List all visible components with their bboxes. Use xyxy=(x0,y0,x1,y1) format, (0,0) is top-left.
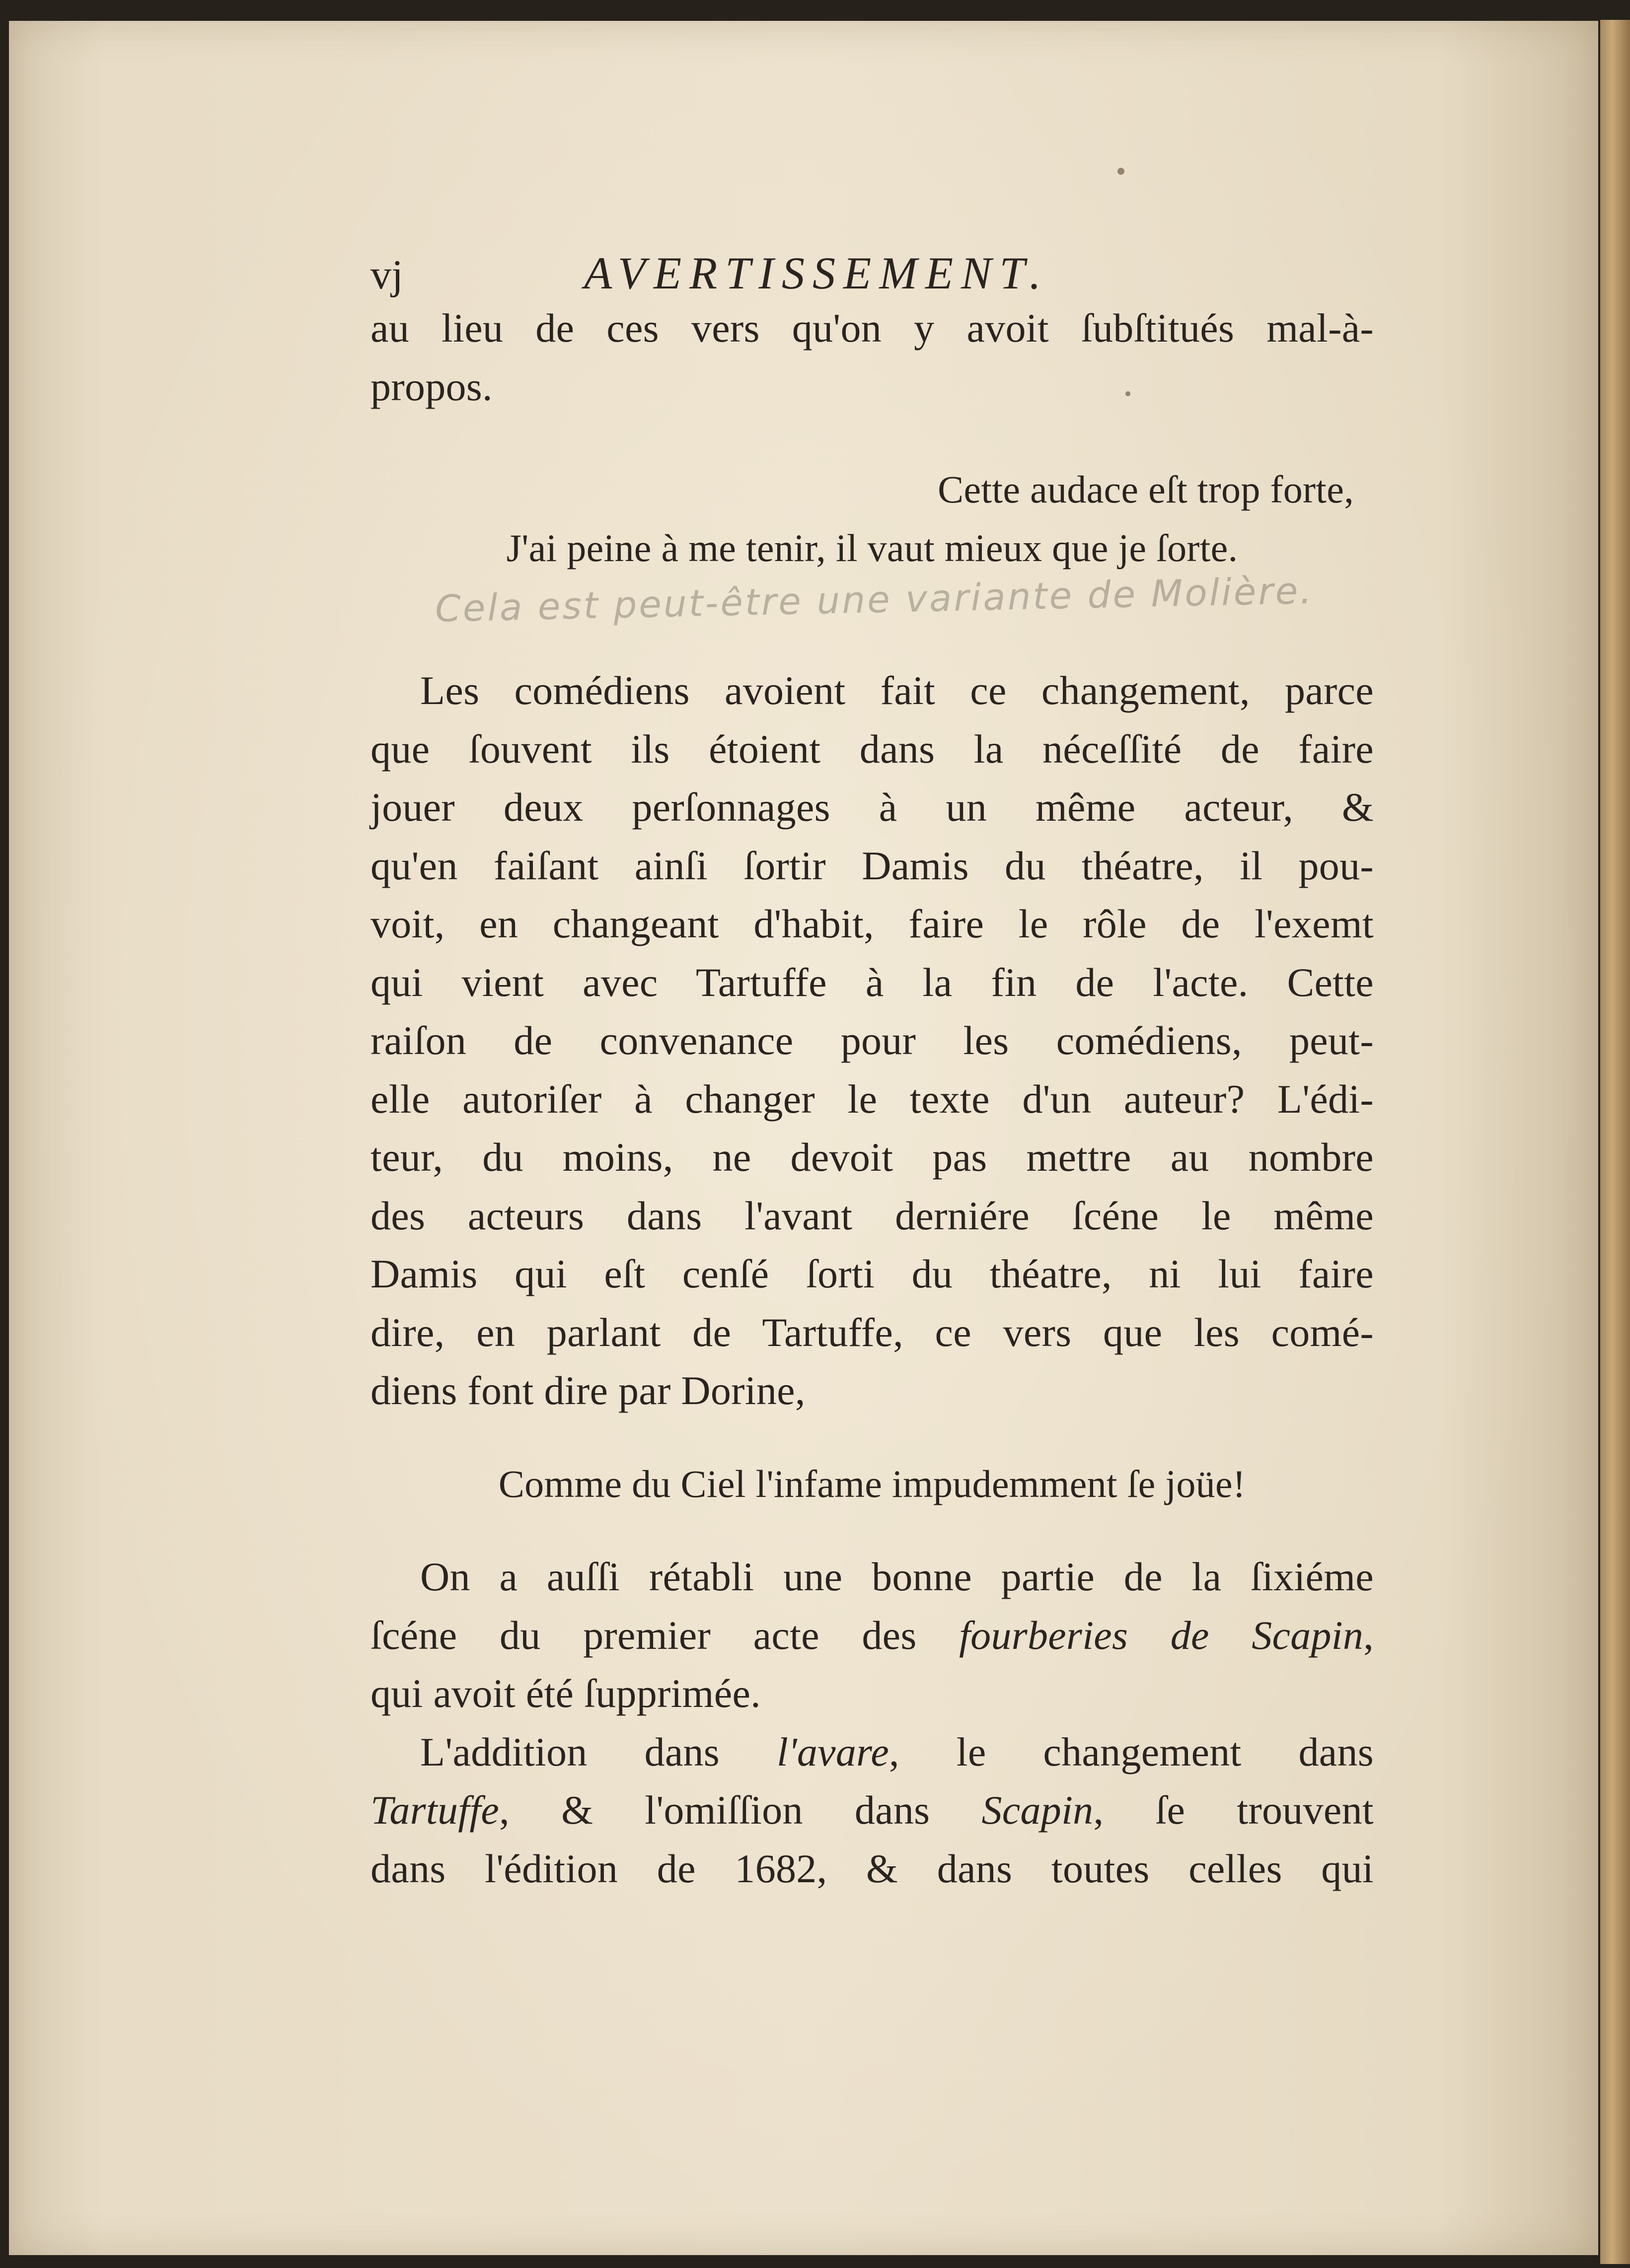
ink-spot xyxy=(1117,168,1124,175)
verse-line: Cette audace eſt trop forte, xyxy=(938,468,1354,511)
text-line: On a auſſi rétabli une bonne partie de la ſixiéme xyxy=(420,1554,1374,1599)
italic-title: l'avare xyxy=(776,1729,889,1774)
text-run: , & l'omiſſion dans xyxy=(499,1787,982,1833)
text-run: , le changement dans xyxy=(889,1729,1374,1774)
text-line: des acteurs dans l'avant derniére ſcéne le même xyxy=(370,1193,1374,1238)
paragraph-1 xyxy=(370,299,1374,416)
running-header xyxy=(370,244,1374,299)
text-line: Les comédiens avoient fait ce changement, parce xyxy=(420,668,1374,713)
text-line: au lieu de ces vers qu'on y avoit ſubſtitués mal-à- xyxy=(370,305,1374,351)
text-line xyxy=(370,1723,1374,1781)
paragraph-2 xyxy=(370,661,1374,1420)
text-run: , ſe trouvent xyxy=(1093,1787,1374,1833)
text-line xyxy=(370,1606,1374,1665)
book-page xyxy=(9,21,1598,2255)
text-line: teur, du moins, ne devoit pas mettre au nombre xyxy=(370,1134,1374,1180)
text-run: , xyxy=(1363,1612,1374,1658)
text-line: que ſouvent ils étoient dans la néceſſité de faire xyxy=(370,726,1374,772)
text-line: diens font dire par Dorine, xyxy=(370,1368,806,1413)
italic-title: fourberies de Scapin xyxy=(959,1612,1364,1658)
text-run: L'addition dans xyxy=(420,1729,777,1774)
text-line xyxy=(370,1781,1374,1840)
italic-title: Scapin xyxy=(981,1787,1094,1833)
text-line: qu'en faiſant ainſi ſortir Damis du théatre, il pou- xyxy=(370,843,1374,888)
text-line: dans l'édition de 1682, & dans toutes celles qui xyxy=(370,1845,1374,1891)
paragraph-4 xyxy=(370,1723,1374,1898)
page-number: vj xyxy=(370,252,403,298)
text-line: elle autoriſer à changer le texte d'un auteur? L'édi- xyxy=(370,1076,1374,1122)
verse-line: Comme du Ciel l'infame impudemment ſe joüe! xyxy=(498,1462,1246,1505)
text-block xyxy=(370,239,1374,1898)
text-line: voit, en changeant d'habit, faire le rôle de l'exemt xyxy=(370,901,1374,946)
italic-title: Tartuffe xyxy=(370,1787,500,1833)
text-line: propos. xyxy=(370,363,493,409)
running-title: AVERTISSEMENT. xyxy=(584,248,1049,298)
text-line: qui avoit été ſupprimée. xyxy=(370,1671,761,1716)
text-line: qui vient avec Tartuffe à la fin de l'acte. Cette xyxy=(370,959,1374,1005)
text-run: ſcéne du premier acte des xyxy=(370,1612,960,1658)
verse-quote-1 xyxy=(370,460,1374,577)
text-line: Damis qui eſt cenſé ſorti du théatre, ni lui faire xyxy=(370,1251,1374,1296)
verse-line: J'ai peine à me tenir, il vaut mieux que je ſorte. xyxy=(506,526,1238,569)
text-line: dire, en parlant de Tartuffe, ce vers que les comé- xyxy=(370,1309,1374,1355)
paragraph-3 xyxy=(370,1548,1374,1723)
text-line: raiſon de convenance pour les comédiens, peut- xyxy=(370,1018,1374,1063)
handwritten-annotation: Cela est peut-être une variante de Molière. xyxy=(435,569,1314,631)
verse-quote-2 xyxy=(370,1455,1374,1513)
text-line: jouer deux perſonnages à un même acteur, & xyxy=(370,784,1374,830)
page-edge xyxy=(1600,20,1630,2264)
